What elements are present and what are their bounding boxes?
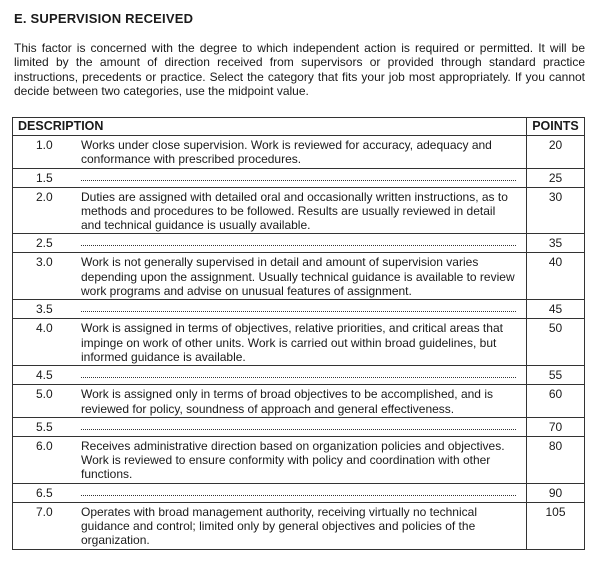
points-value: 50 — [527, 319, 585, 366]
description-cell — [13, 168, 527, 187]
table-row — [13, 483, 585, 502]
table-row — [13, 319, 585, 366]
level-number: 1.0 — [36, 138, 53, 152]
description-cell — [13, 187, 527, 234]
description-cell — [13, 136, 527, 169]
points-value: 35 — [527, 234, 585, 253]
description-cell — [13, 502, 527, 549]
level-number: 5.0 — [36, 387, 53, 402]
level-number: 1.5 — [36, 170, 53, 185]
table-row — [13, 366, 585, 385]
description-text: Operates with broad management authority, receiving virtually no technical guidance and control; limited only by general objectives and policies of the organization. — [81, 504, 477, 548]
section-intro: This factor is concerned with the degree to which independent action is required or permitted. It will be limited by the amount of direction received from supervisors or provided through standard practice instructions, precedents or practice. Select the category that fits your job most appropriately. If you cannot decide between two categories, use the midpoint value. — [14, 41, 585, 98]
dotted-leader — [81, 377, 516, 378]
points-value: 45 — [527, 300, 585, 319]
points-value: 55 — [527, 366, 585, 385]
description-text: Duties are assigned with detailed oral and occasionally written instructions, as to methods and procedures to be followed. Results are usually reviewed in detail and technical guidance is usually available. — [81, 189, 508, 233]
points-value: 105 — [527, 502, 585, 549]
supervision-table — [12, 117, 585, 550]
points-value: 80 — [527, 436, 585, 483]
description-cell — [13, 253, 527, 300]
table-row — [13, 502, 585, 549]
header-points: POINTS — [527, 118, 585, 136]
description-cell — [13, 436, 527, 483]
points-value: 70 — [527, 417, 585, 436]
table-header-row — [13, 118, 585, 136]
table-row — [13, 168, 585, 187]
level-number: 6.5 — [36, 485, 53, 500]
dotted-leader — [81, 245, 516, 246]
level-number: 4.0 — [36, 321, 53, 336]
description-cell — [13, 300, 527, 319]
dotted-leader — [81, 311, 516, 312]
table-row — [13, 136, 585, 169]
description-text: Work is assigned in terms of objectives, relative priorities, and critical areas that impinge on work of other units. Work is carried out within broad guidelines, but informed guidance is available. — [81, 321, 503, 364]
description-cell — [13, 234, 527, 253]
dotted-leader — [81, 495, 516, 496]
points-value: 20 — [527, 136, 585, 169]
description-cell — [13, 319, 527, 366]
table-row — [13, 300, 585, 319]
table-row — [13, 234, 585, 253]
table-row — [13, 385, 585, 418]
section-title: E. SUPERVISION RECEIVED — [14, 11, 194, 26]
description-text: Receives administrative direction based on organization policies and objectives. Work is reviewed to ensure conformity with policy and coordination with other functions. — [81, 438, 505, 482]
dotted-leader — [81, 180, 516, 181]
dotted-leader — [81, 429, 516, 430]
description-cell — [13, 385, 527, 418]
table-row — [13, 436, 585, 483]
level-number: 3.5 — [36, 302, 53, 317]
table-row — [13, 417, 585, 436]
level-number: 5.5 — [36, 419, 53, 434]
description-cell — [13, 366, 527, 385]
table-row — [13, 187, 585, 234]
description-text: Works under close supervision. Work is reviewed for accuracy, adequacy and conformance with prescribed procedures. — [81, 138, 492, 167]
level-number: 7.0 — [36, 504, 53, 519]
description-text: Work is not generally supervised in detail and amount of supervision varies depending upon the assignment. Usually technical guidance is available to review work programs and advise on unusual features of assignment. — [81, 255, 515, 299]
description-cell — [13, 483, 527, 502]
table-row — [13, 253, 585, 300]
points-value: 60 — [527, 385, 585, 418]
level-number: 3.0 — [36, 255, 53, 270]
level-number: 2.0 — [36, 189, 53, 204]
description-text: Work is assigned only in terms of broad objectives to be accomplished, and is reviewed for policy, soundness of approach and general effectiveness. — [81, 387, 493, 416]
level-number: 2.5 — [36, 236, 53, 251]
points-value: 25 — [527, 168, 585, 187]
points-value: 90 — [527, 483, 585, 502]
level-number: 6.0 — [36, 438, 53, 453]
header-description: DESCRIPTION — [13, 118, 527, 136]
points-value: 40 — [527, 253, 585, 300]
level-number: 4.5 — [36, 368, 53, 383]
points-value: 30 — [527, 187, 585, 234]
description-cell — [13, 417, 527, 436]
